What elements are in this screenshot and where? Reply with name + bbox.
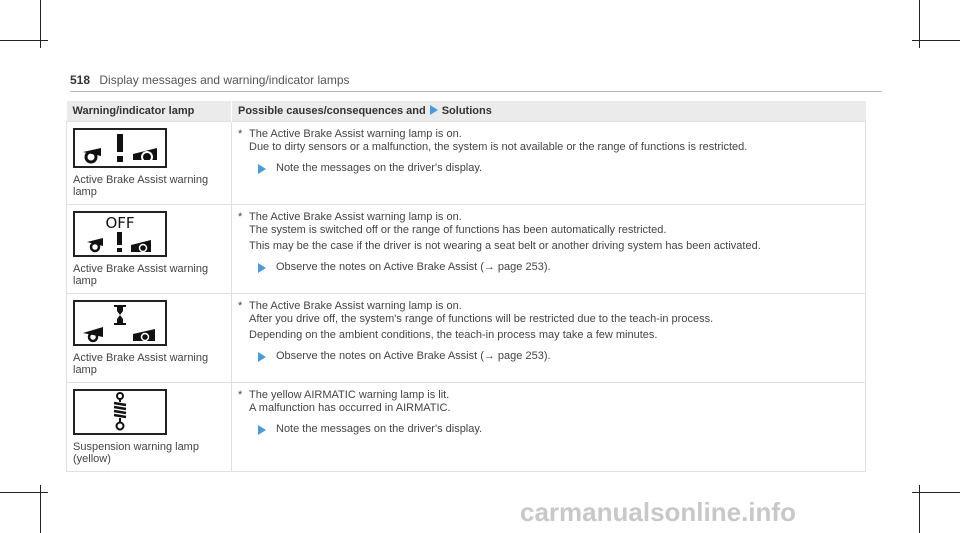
page-header [70, 73, 350, 87]
action-item [238, 350, 859, 363]
cause-label: The Active Brake Assist warning lamp is on. [249, 300, 462, 312]
description-cell [232, 122, 866, 205]
column-header-solutions-label: Solutions [441, 105, 492, 117]
action-text: Observe the notes on Active Brake Assist (→ page 253). [276, 261, 551, 273]
lamp-cell [67, 383, 232, 472]
action-item [238, 261, 859, 274]
active-brake-assist-teach-in-icon [73, 300, 167, 346]
cause-text: * The Active Brake Assist warning lamp is on. [238, 128, 462, 140]
page-number: 518 [70, 73, 91, 87]
arrow-icon [258, 263, 266, 273]
detail-text: After you drive off, the system's range of functions will be restricted due to the teach-in process. [249, 313, 714, 325]
lamp-label-line: (yellow) [73, 453, 111, 465]
arrow-icon [258, 425, 266, 435]
lamp-label [73, 263, 225, 287]
column-header-lamp: Warning/indicator lamp [67, 101, 232, 122]
description-cell [232, 205, 866, 294]
crop-mark [912, 40, 960, 41]
crop-mark [912, 492, 960, 493]
lamp-cell [67, 205, 232, 294]
detail-text: Due to dirty sensors or a malfunction, the system is not available or the range of functions is restricted. [249, 141, 748, 153]
cause-label: The yellow AIRMATIC warning lamp is lit. [249, 389, 450, 401]
table-row [67, 122, 866, 205]
arrow-icon [258, 164, 266, 174]
description-cell [232, 383, 866, 472]
cause-text: * The yellow AIRMATIC warning lamp is lit. [238, 389, 450, 401]
table-header-row [67, 101, 866, 122]
detail-text: This may be the case if the driver is not wearing a seat belt or another driving system has been activated. [249, 240, 761, 252]
active-brake-assist-off-icon [73, 211, 167, 257]
off-label: OFF [105, 214, 135, 232]
detail-text: A malfunction has occurred in AIRMATIC. [249, 402, 451, 414]
action-item [238, 423, 859, 436]
active-brake-assist-icon [73, 128, 167, 168]
cause-text: * The Active Brake Assist warning lamp is on. [238, 211, 462, 223]
watermark: carmanualsonline.info [520, 497, 796, 527]
action-text: Observe the notes on Active Brake Assist (→ page 253). [276, 350, 551, 362]
detail-text: Depending on the ambient conditions, the teach-in process may take a few minutes. [249, 329, 658, 341]
action-text: Note the messages on the driver's display. [276, 162, 483, 174]
lamp-label-line: lamp [73, 275, 97, 287]
page-title: Display messages and warning/indicator lamps [99, 73, 350, 87]
column-header-causes [232, 101, 866, 122]
lamp-label [73, 441, 225, 465]
lamp-label-line: Active Brake Assist warning [73, 263, 209, 275]
lamp-label-line: Suspension warning lamp [73, 441, 199, 453]
header-divider [70, 91, 882, 92]
column-header-causes-label: Possible causes/consequences and [238, 105, 426, 117]
lamp-label [73, 352, 225, 376]
table-row [67, 383, 866, 472]
suspension-icon [73, 389, 167, 435]
warning-lamp-table [66, 101, 866, 472]
lamp-label-line: lamp [73, 186, 97, 198]
cause-label: The Active Brake Assist warning lamp is on. [249, 211, 462, 223]
table-row [67, 205, 866, 294]
lamp-cell [67, 294, 232, 383]
arrow-icon [430, 105, 438, 115]
lamp-cell [67, 122, 232, 205]
crop-mark [0, 492, 48, 493]
table-row [67, 294, 866, 383]
lamp-label-line: Active Brake Assist warning [73, 174, 209, 186]
action-item [238, 162, 859, 175]
cause-text: * The Active Brake Assist warning lamp is on. [238, 300, 462, 312]
detail-text: The system is switched off or the range of functions has been automatically restricted. [249, 224, 667, 236]
lamp-label-line: Active Brake Assist warning [73, 352, 209, 364]
lamp-label-line: lamp [73, 364, 97, 376]
crop-mark [0, 40, 48, 41]
action-text: Note the messages on the driver's display. [276, 423, 483, 435]
lamp-label [73, 174, 225, 198]
description-cell [232, 294, 866, 383]
arrow-icon [258, 352, 266, 362]
cause-label: The Active Brake Assist warning lamp is on. [249, 128, 462, 140]
